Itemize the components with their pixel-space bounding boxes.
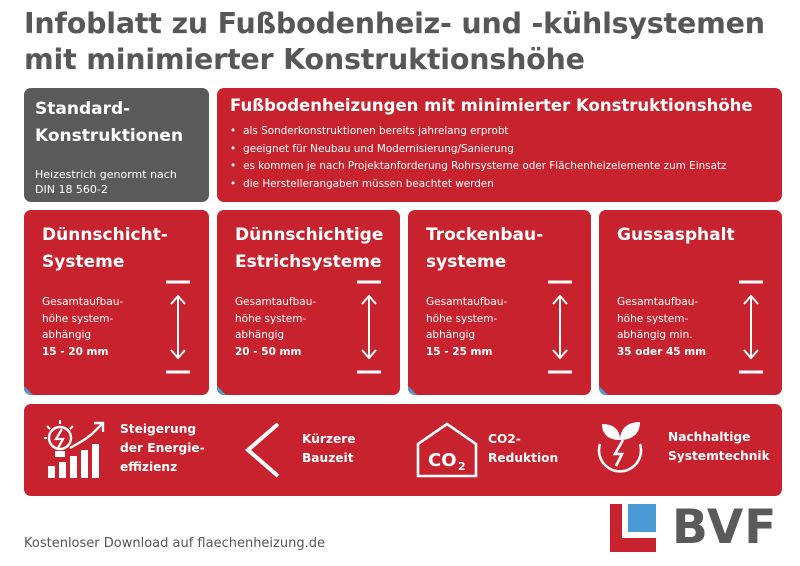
system-card-thin-layer xyxy=(24,210,209,395)
system-height-value: 15 - 25 mm xyxy=(426,345,493,358)
co2-icon xyxy=(414,420,480,480)
height-arrow-icon xyxy=(738,280,764,374)
height-arrow-icon xyxy=(165,280,191,374)
floor-heating-box xyxy=(217,88,782,202)
title-line-2: mit minimierter Konstruktionshöhe xyxy=(24,43,585,76)
energy-efficiency-icon xyxy=(40,418,112,482)
floor-heating-bullets xyxy=(230,123,726,193)
standard-text: Heizestrich genormt nach DIN 18 560-2 xyxy=(35,168,177,196)
benefit-label-sustainable: Nachhaltige Systemtechnik xyxy=(668,430,770,463)
standard-heading: Standard- Konstruktionen xyxy=(35,99,184,146)
bullet-item: • es kommen je nach Projektanforderung Rohrsysteme oder Flächenheizelemente zum Einsatz xyxy=(230,158,726,176)
system-card-drywall xyxy=(408,210,591,395)
bullet-item: • die Herstellerangaben müssen beachtet werden xyxy=(230,176,726,194)
system-height-value: 35 oder 45 mm xyxy=(617,345,707,358)
system-description: Gesamtaufbau- höhe system- abhängig 15 - 25 mm xyxy=(426,296,508,358)
corner-fold xyxy=(408,386,417,395)
leaf-bolt-icon xyxy=(590,418,650,478)
system-height-value: 15 - 20 mm xyxy=(42,345,109,358)
benefit-label-time: Kürzere Bauzeit xyxy=(302,432,356,465)
bullet-item: • als Sonderkonstruktionen bereits jahrelang erprobt xyxy=(230,123,726,141)
benefit-label-energy: Steigerung der Energie- effizienz xyxy=(120,422,205,474)
system-title: Trockenbau- systeme xyxy=(426,225,544,272)
system-description: Gesamtaufbau- höhe system- abhängig 15 - 20 mm xyxy=(42,296,124,358)
height-arrow-icon xyxy=(356,280,382,374)
system-card-mastic-asphalt xyxy=(599,210,782,395)
system-title: Dünnschichtige Estrichsysteme xyxy=(235,225,384,272)
page-title xyxy=(24,6,784,78)
system-description: Gesamtaufbau- höhe system- abhängig 20 - 50 mm xyxy=(235,296,317,358)
bvf-logo-text: BVF xyxy=(672,500,778,555)
corner-fold xyxy=(599,386,608,395)
system-card-thin-screed xyxy=(217,210,400,395)
svg-text:CO: CO xyxy=(428,450,457,471)
floor-heating-heading: Fußbodenheizungen mit minimierter Konstruktionshöhe xyxy=(230,96,753,115)
benefit-label-co2: CO2- Reduktion xyxy=(488,432,559,465)
chevron-left-icon xyxy=(242,420,282,480)
bullet-item: • geeignet für Neubau und Modernisierung/Sanierung xyxy=(230,141,726,159)
bvf-logo-mark xyxy=(608,502,668,554)
height-arrow-icon xyxy=(547,280,573,374)
svg-text:2: 2 xyxy=(458,460,466,473)
corner-fold xyxy=(24,386,33,395)
system-description: Gesamtaufbau- höhe system- abhängig min. 35 oder 45 mm xyxy=(617,296,707,358)
system-title: Dünnschicht- Systeme xyxy=(42,225,168,272)
footer-download-text: Kostenloser Download auf flaechenheizung.de xyxy=(24,536,325,551)
title-line-1: Infoblatt zu Fußbodenheiz- und -kühlsystemen xyxy=(24,7,765,40)
system-title: Gussasphalt xyxy=(617,225,735,245)
benefits-bar xyxy=(24,404,782,496)
system-height-value: 20 - 50 mm xyxy=(235,345,302,358)
standard-construction-box xyxy=(24,88,209,202)
corner-fold xyxy=(217,386,226,395)
